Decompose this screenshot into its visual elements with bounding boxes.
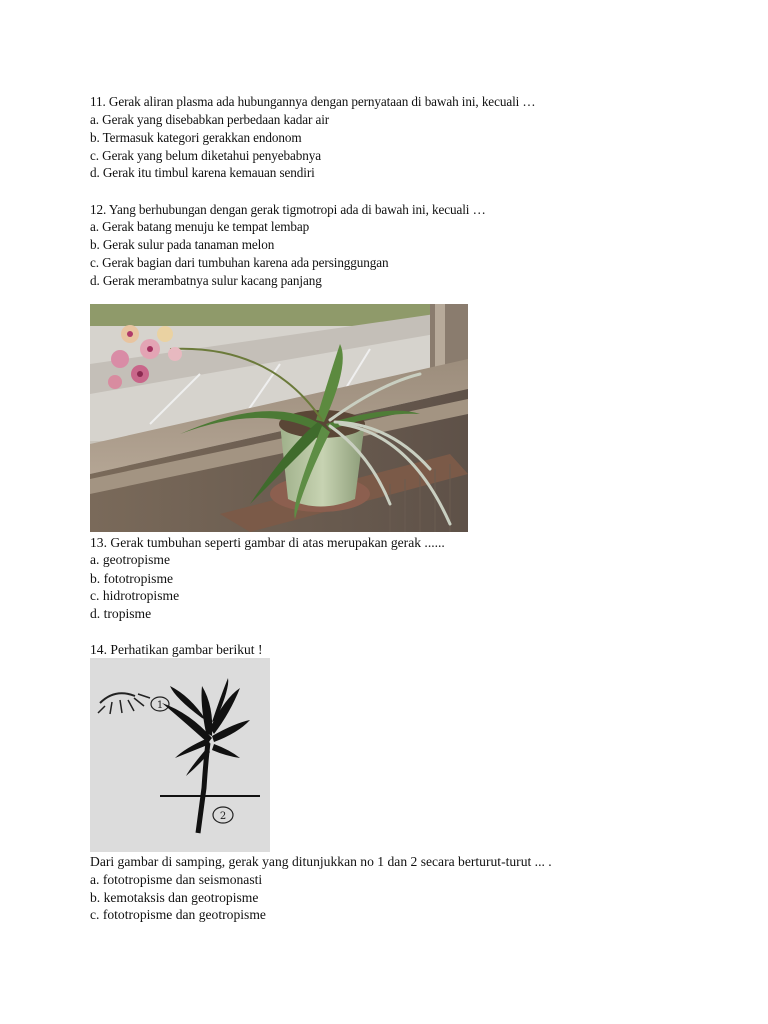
figure-label-1: 1 bbox=[156, 700, 164, 711]
plant-tropism-figure bbox=[90, 658, 270, 852]
q14-option-a: a. fototropisme dan seismonasti bbox=[90, 872, 263, 887]
q11-option-d: d. Gerak itu timbul karena kemauan sendiri bbox=[90, 165, 315, 180]
q14-question: 14. Perhatikan gambar berikut ! bbox=[90, 642, 263, 657]
figure-label-2: 2 bbox=[219, 811, 227, 822]
q11-option-b: b. Termasuk kategori gerakkan endonom bbox=[90, 130, 302, 145]
q12-option-c: c. Gerak bagian dari tumbuhan karena ada persinggungan bbox=[90, 255, 389, 270]
q12-option-d: d. Gerak merambatnya sulur kacang panjang bbox=[90, 273, 322, 288]
q13-option-c: c. hidrotropisme bbox=[90, 588, 180, 603]
q14-option-c: c. fototropisme dan geotropisme bbox=[90, 907, 266, 922]
q11-question: 11. Gerak aliran plasma ada hubungannya dengan pernyataan di bawah ini, kecuali … bbox=[90, 94, 536, 109]
q11-option-a: a. Gerak yang disebabkan perbedaan kadar air bbox=[90, 112, 330, 127]
q13-question: 13. Gerak tumbuhan seperti gambar di atas merupakan gerak ...... bbox=[90, 535, 445, 550]
q13-option-b: b. fototropisme bbox=[90, 571, 174, 586]
q11-option-c: c. Gerak yang belum diketahui penyebabnya bbox=[90, 148, 321, 163]
q14-option-b: b. kemotaksis dan geotropisme bbox=[90, 890, 259, 905]
q12-option-b: b. Gerak sulur pada tanaman melon bbox=[90, 237, 275, 252]
q14-prompt: Dari gambar di samping, gerak yang ditunjukkan no 1 dan 2 secara berturut-turut ... . bbox=[90, 854, 552, 869]
q12-option-a: a. Gerak batang menuju ke tempat lembap bbox=[90, 219, 310, 234]
q13-option-d: d. tropisme bbox=[90, 606, 152, 621]
q13-option-a: a. geotropisme bbox=[90, 552, 171, 567]
q12-question: 12. Yang berhubungan dengan gerak tigmotropi ada di bawah ini, kecuali … bbox=[90, 202, 486, 217]
orchid-window-photo bbox=[90, 304, 468, 532]
